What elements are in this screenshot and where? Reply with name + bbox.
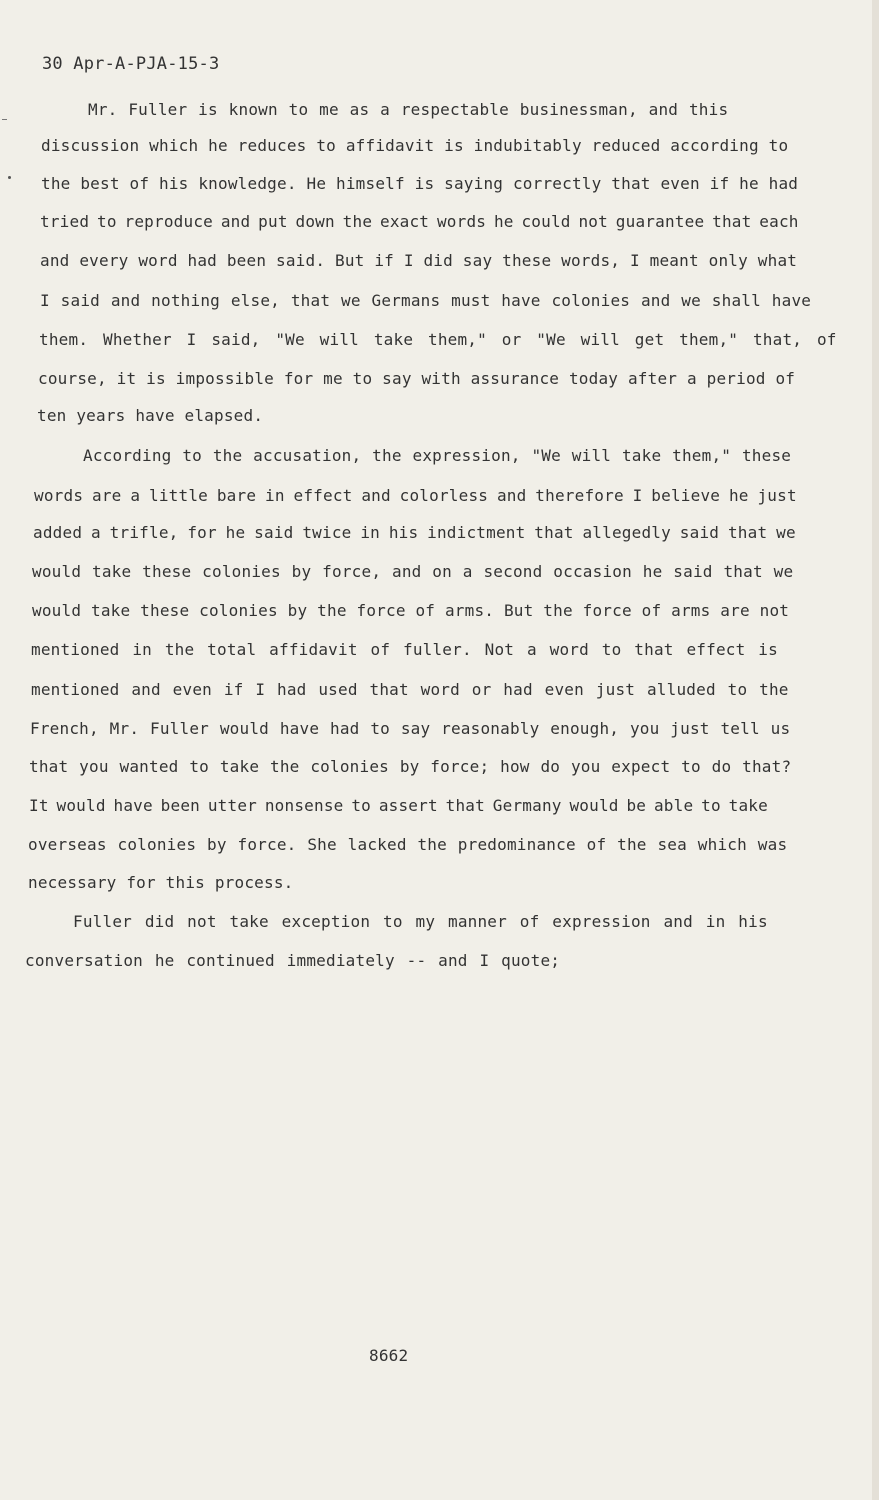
paragraph-1-line-6: I said and nothing else, that we Germans must have colonies and we shall have: [40, 291, 812, 310]
paragraph-2-line-2: words are a little bare in effect and colorless and therefore I believe he just: [34, 486, 797, 505]
paragraph-1-line-2: discussion which he reduces to affidavit is indubitably reduced according to: [41, 136, 789, 155]
paragraph-3-line-1: Fuller did not take exception to my manner of expression and in his: [73, 912, 768, 931]
paragraph-1-line-4: tried to reproduce and put down the exact words he could not guarantee that each: [40, 212, 799, 231]
paragraph-1-line-7: them. Whether I said, "We will take them," or "We will get them," that, of: [39, 330, 837, 349]
page-number: 8662: [369, 1346, 409, 1365]
paragraph-2-line-12: necessary for this process.: [28, 873, 294, 892]
paragraph-1-line-1: Mr. Fuller is known to me as a respectable businessman, and this: [88, 100, 729, 119]
paragraph-1-line-8: course, it is impossible for me to say with assurance today after a period of: [38, 369, 796, 388]
paragraph-2-line-9: that you wanted to take the colonies by force; how do you expect to do that?: [29, 757, 792, 776]
document-header: 30 Apr-A-PJA-15-3: [42, 54, 220, 74]
paragraph-2-line-6: mentioned in the total affidavit of fuller. Not a word to that effect is: [31, 640, 778, 659]
paragraph-2-line-10: It would have been utter nonsense to assert that Germany would be able to take: [29, 796, 768, 815]
margin-dot: [8, 176, 11, 179]
paragraph-1-line-5: and every word had been said. But if I did say these words, I meant only what: [40, 251, 798, 270]
margin-mark: [2, 119, 7, 120]
paragraph-2-line-4: would take these colonies by force, and on a second occasion he said that we: [32, 562, 794, 581]
paper-edge: [872, 0, 879, 1500]
paragraph-1-line-9: ten years have elapsed.: [37, 406, 264, 425]
paragraph-2-line-5: would take these colonies by the force of arms. But the force of arms are not: [32, 601, 790, 620]
paragraph-2-line-1: According to the accusation, the expression, "We will take them," these: [83, 446, 792, 465]
paragraph-2-line-11: overseas colonies by force. She lacked the predominance of the sea which was: [28, 835, 788, 854]
paragraph-1-line-3: the best of his knowledge. He himself is saying correctly that even if he had: [41, 174, 799, 193]
paragraph-2-line-8: French, Mr. Fuller would have had to say reasonably enough, you just tell us: [30, 719, 791, 738]
paragraph-3-line-2: conversation he continued immediately -- and I quote;: [25, 951, 561, 970]
paragraph-2-line-3: added a trifle, for he said twice in his indictment that allegedly said that we: [33, 523, 796, 542]
paragraph-2-line-7: mentioned and even if I had used that word or had even just alluded to the: [31, 680, 789, 699]
